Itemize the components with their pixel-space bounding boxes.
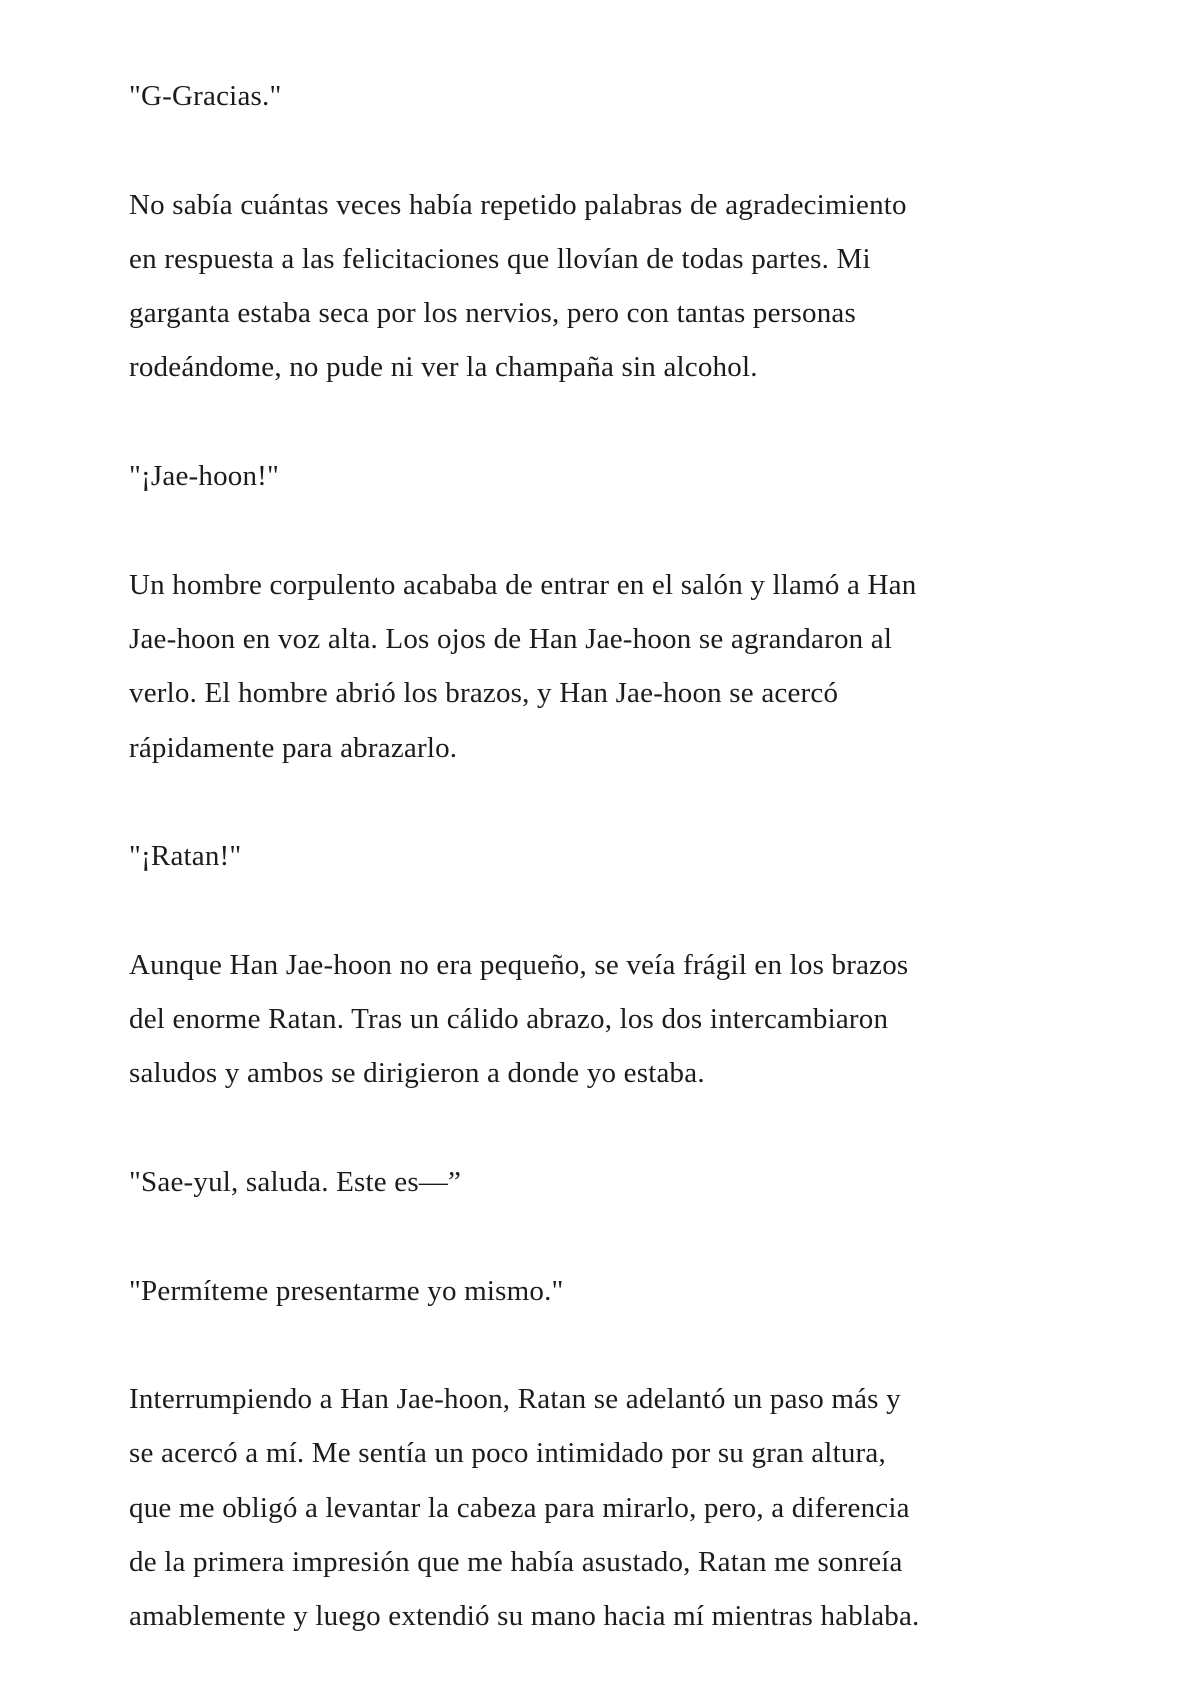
text-line: amablemente y luego extendió su mano hacia mí mientras hablaba. — [129, 1600, 920, 1633]
text-line: Un hombre corpulento acababa de entrar en el salón y llamó a Han — [129, 568, 917, 601]
narrative-paragraph — [129, 938, 1129, 1101]
text-line: rodeándome, no pude ni ver la champaña sin alcohol. — [129, 351, 758, 384]
text-line: "¡Jae-hoon!" — [129, 460, 280, 493]
text-line: "G-Gracias." — [129, 80, 282, 112]
text-line: "¡Ratan!" — [129, 840, 242, 873]
text-line: de la primera impresión que me había asustado, Ratan me sonreía — [129, 1546, 903, 1579]
text-line: se acercó a mí. Me sentía un poco intimidado por su gran altura, — [129, 1437, 886, 1470]
dialogue-paragraph — [129, 1264, 1129, 1318]
text-line: garganta estaba seca por los nervios, pero con tantas personas — [129, 297, 856, 330]
text-line: Interrumpiendo a Han Jae-hoon, Ratan se adelantó un paso más y — [129, 1383, 901, 1416]
dialogue-paragraph — [129, 829, 1129, 883]
dialogue-paragraph — [129, 1155, 1129, 1209]
text-line: Aunque Han Jae-hoon no era pequeño, se veía frágil en los brazos — [129, 948, 909, 981]
text-line: No sabía cuántas veces había repetido palabras de agradecimiento — [129, 188, 907, 221]
text-line: que me obligó a levantar la cabeza para mirarlo, pero, a diferencia — [129, 1491, 910, 1524]
text-line: Jae-hoon en voz alta. Los ojos de Han Jae-hoon se agrandaron al — [129, 622, 893, 655]
text-line: rápidamente para abrazarlo. — [129, 731, 458, 764]
text-line: "Sae-yul, saluda. Este es—” — [129, 1165, 462, 1198]
text-line: "Permíteme presentarme yo mismo." — [129, 1274, 564, 1307]
narrative-paragraph — [129, 558, 1129, 775]
text-line: saludos y ambos se dirigieron a donde yo estaba. — [129, 1057, 705, 1090]
narrative-paragraph — [129, 1372, 1129, 1643]
text-line: verlo. El hombre abrió los brazos, y Han Jae-hoon se acercó — [129, 677, 839, 710]
text-line: en respuesta a las felicitaciones que llovían de todas partes. Mi — [129, 242, 871, 275]
narrative-paragraph — [129, 178, 1129, 395]
text-line: del enorme Ratan. Tras un cálido abrazo, los dos intercambiaron — [129, 1003, 889, 1036]
document-body — [129, 69, 1129, 1698]
dialogue-paragraph — [129, 69, 1129, 123]
dialogue-paragraph — [129, 449, 1129, 503]
